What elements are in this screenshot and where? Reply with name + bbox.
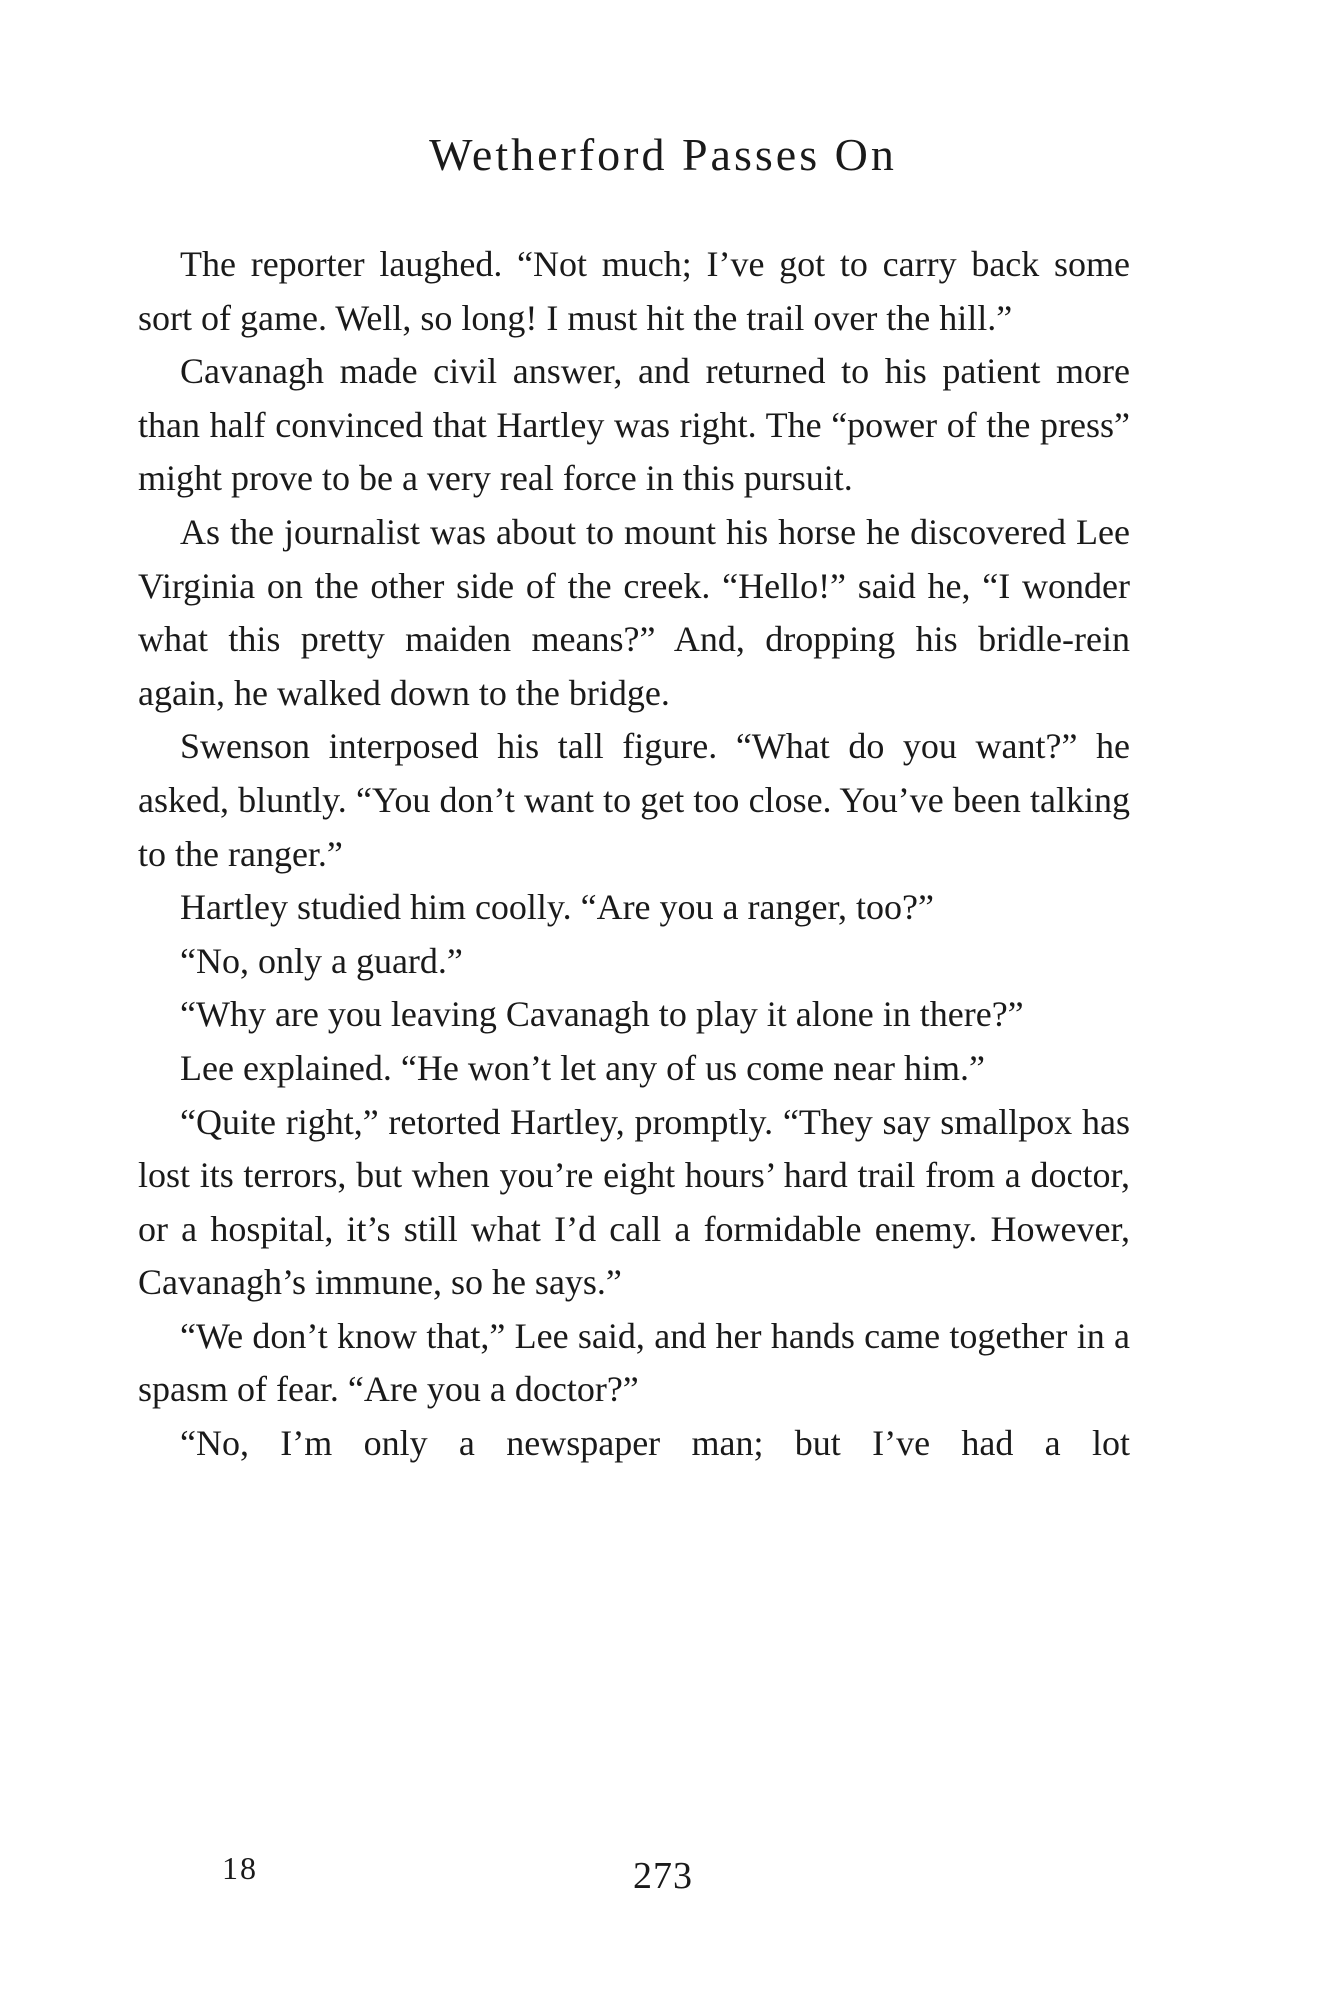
page-number: 273 [633, 1855, 693, 1897]
paragraph: “No, only a guard.” [180, 940, 463, 981]
paragraph: Hartley studied him coolly. “Are you a ranger, too?” [180, 887, 934, 928]
paragraph: “Quite right,” retorted Hartley, promptly. “They say smallpox has lost its terrors, but when you’re eight hours’ hard trail from a doctor, or a hospital, it’s still what I’d call a formidable enemy. However, Cavanagh’s immune, so he says.” [138, 1101, 1130, 1303]
paragraph: Lee explained. “He won’t let any of us come near him.” [180, 1047, 986, 1088]
paragraph: “Why are you leaving Cavanagh to play it alone in there?” [180, 994, 1024, 1035]
paragraph: “No, I’m only a newspaper man; but I’ve had a lot [180, 1423, 1130, 1464]
paragraph: Cavanagh made civil answer, and returned to his patient more than half convinced that Hartley was right. The “power of the press” might prove to be a very real force in this pursuit. [138, 351, 1130, 499]
paragraph: Swenson interposed his tall figure. “What do you want?” he asked, bluntly. “You don’t want to get too close. You’ve been talking to the ranger.” [138, 726, 1130, 874]
running-head: Wetherford Passes On [429, 129, 897, 180]
paragraph: “We don’t know that,” Lee said, and her hands came together in a spasm of fear. “Are you a doctor?” [138, 1315, 1130, 1410]
body-text [138, 238, 1130, 1471]
paragraph: The reporter laughed. “Not much; I’ve got to carry back some sort of game. Well, so long! I must hit the trail over the hill.” [138, 244, 1130, 338]
signature-mark: 18 [222, 1850, 258, 1886]
paragraph: As the journalist was about to mount his horse he discovered Lee Virginia on the other side of the creek. “Hello!” said he, “I wonder what this pretty maiden means?” And, dropping his bridle-rein again, he walked down to the bridge. [138, 511, 1130, 713]
